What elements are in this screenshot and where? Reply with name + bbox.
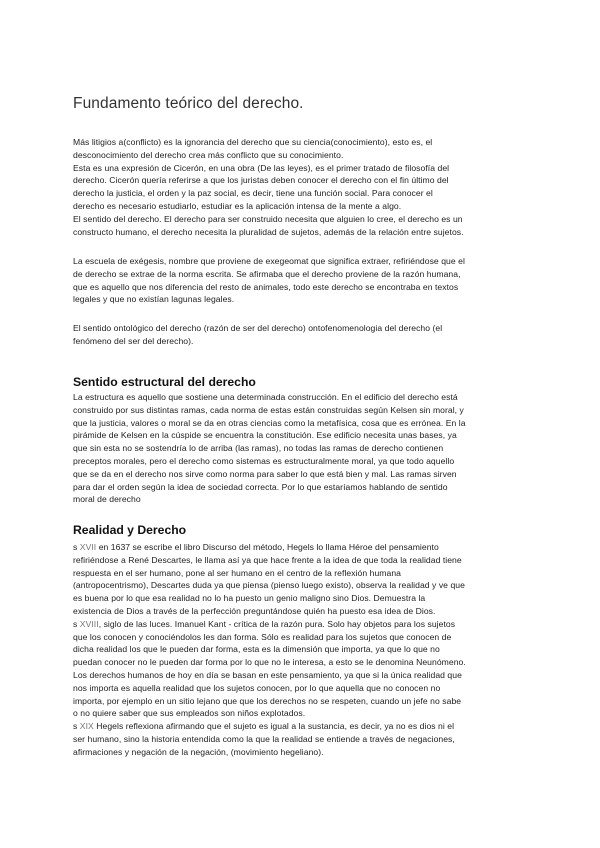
line-text: , siglo de las luces. Imanuel Kant - crítica de la razón pura. Solo hay objetos para los sujetos — [98, 618, 456, 629]
page-title: Fundamento teórico del derecho. — [73, 95, 304, 112]
text-line: importa, por ejemplo en un sitio lejano que que los derechos no se respeten, cuando un jefe no sabe — [73, 695, 462, 706]
text-line: dicha realidad los que le pueden dar forma, esta es la dimensión que importa, ya que lo que no — [73, 644, 440, 655]
text-line: construido por sus distintas ramas, cada norma de estas están construidas según Kelsen sin moral, y — [73, 404, 464, 415]
century-prefix: s — [73, 618, 80, 629]
intro-paragraph-3 — [73, 322, 528, 348]
text-line: legales y que no existían lagunas legales. — [73, 294, 235, 305]
text-line: refiriéndose a René Descartes, le llama así ya que hace frente a la idea de que toda la realidad tiene — [73, 554, 462, 565]
intro-paragraph-2 — [73, 255, 528, 306]
text-line — [73, 720, 528, 733]
line-text: Hegels reflexiona afirmando que el sujeto es igual a la sustancia, es decir, ya no es dios ni el — [93, 721, 455, 732]
text-line — [73, 541, 528, 554]
text-line: nos importa es aquella realidad que los sujetos conocen, por lo que aquella que no conocen no — [73, 682, 441, 693]
text-line: que los conocen y conociéndolos les dan forma. Sólo es realidad para los sujetos que conocen de — [73, 631, 452, 642]
century-numeral: XIX — [79, 721, 94, 732]
text-line: pirámide de Kelsen en la cúspide se encuentra la constitución. Ese edificio necesita unas bases, ya — [73, 430, 457, 441]
text-line: constructo humano, el derecho necesita la pluralidad de sujetos, además de la relación entre sujetos. — [73, 226, 464, 237]
text-line: La escuela de exégesis, nombre que proviene de exegeomat que significa extraer, refiriéndose que el — [73, 256, 465, 266]
text-line: preceptos morales, pero el derecho como sistemas es estructuralmente moral, ya que todo aquello — [73, 455, 455, 466]
section-heading-reality: Realidad y Derecho — [73, 523, 187, 537]
text-line: puedan conocer no le pueden dar forma por lo que no le interesa, a esto se le denomina Neunómeno. — [73, 657, 466, 668]
text-line: que la justicia, valores o moral se da en otras ciencias como la metafísica, cosa que es errónea. En la — [73, 417, 466, 428]
text-line: Los derechos humanos de hoy en día se basan en este pensamiento, ya que si la única realidad que — [73, 669, 462, 680]
text-line: de derecho se extrae de la norma escrita. Se afirmaba que el derecho proviene de la razón humana, — [73, 268, 461, 279]
text-line: (antropocentrismo), Descartes duda ya que piensa (pienso luego existo), observa la realidad y ve que — [73, 580, 465, 591]
text-line: El sentido del derecho. El derecho para ser construido necesita que alguien lo cree, el derecho es un — [73, 213, 463, 224]
text-line: Esta es una expresión de Cicerón, en una obra (De las leyes), es el primer tratado de filosofía del — [73, 162, 450, 173]
text-line: Más litigios a(conflicto) es la ignorancia del derecho que su ciencia(conocimiento), esto es, el — [73, 137, 433, 147]
text-line: derecho es necesario estudiarlo, estudiar es la aplicación intensa de la mente a algo. — [73, 200, 402, 211]
text-line: afirmaciones y negación de la negación, (movimiento hegeliano). — [73, 746, 324, 757]
text-line: La estructura es aquello que sostiene una determinada construcción. En el edificio del derecho está — [73, 392, 458, 402]
text-line: El sentido ontológico del derecho (razón de ser del derecho) ontofenomenologia del derecho (el — [73, 323, 443, 333]
text-line — [73, 618, 528, 631]
intro-paragraph-1 — [73, 136, 528, 238]
text-line: es buena por lo que esa realidad no lo ha puesto un genio maligno sino Dios. Demuestra la — [73, 593, 426, 604]
century-numeral: XVII — [79, 542, 97, 552]
century-numeral: XVIII — [79, 618, 99, 629]
text-line: que es aquello que nos diferencia del resto de animales, todo este derecho se encontraba en textos — [73, 281, 459, 292]
text-line: respuesta en el ser humano, pone al ser humano en el centro de la reflexión humana — [73, 567, 402, 578]
text-line: derecho la justicia, el orden y la paz social, es decir, tiene una función social. Para conocer el — [73, 188, 433, 199]
section-structural-body — [73, 391, 528, 506]
text-line: ser humano, sino la historia entendida como la que la realidad se entiende a través de negaciones, — [73, 733, 455, 744]
text-line: fenómeno del ser del derecho). — [73, 335, 194, 346]
text-line: derecho. Cicerón quería referirse a que los juristas deben conocer el derecho con el fin último del — [73, 175, 449, 186]
section-reality-body — [73, 541, 528, 759]
line-text: en 1637 se escribe el libro Discurso del método, Hegels lo llama Héroe del pensamiento — [96, 542, 439, 552]
text-line: que sin esta no se sostendría lo de arriba (las ramas), no todas las ramas de derecho contienen — [73, 443, 444, 454]
text-line: que se da en el derecho nos sirve como norma para saber lo que está bien y mal. Las ramas sirven — [73, 468, 457, 479]
text-line: existencia de Dios a través de la perfección preguntándose quién ha puesto esa idea de Dios. — [73, 605, 436, 616]
text-line: desconocimiento del derecho crea más conflicto que su conocimiento. — [73, 149, 344, 160]
text-line: o no quiere saber que sus empleados son niños explotados. — [73, 708, 306, 719]
section-heading-structural: Sentido estructural del derecho — [73, 375, 256, 389]
century-prefix: s — [73, 542, 80, 552]
century-prefix: s — [73, 721, 80, 732]
text-line: moral de derecho — [73, 494, 141, 505]
text-line: para dar el orden según la idea de sociedad correcta. Por lo que estaríamos hablando de sentido — [73, 481, 448, 492]
